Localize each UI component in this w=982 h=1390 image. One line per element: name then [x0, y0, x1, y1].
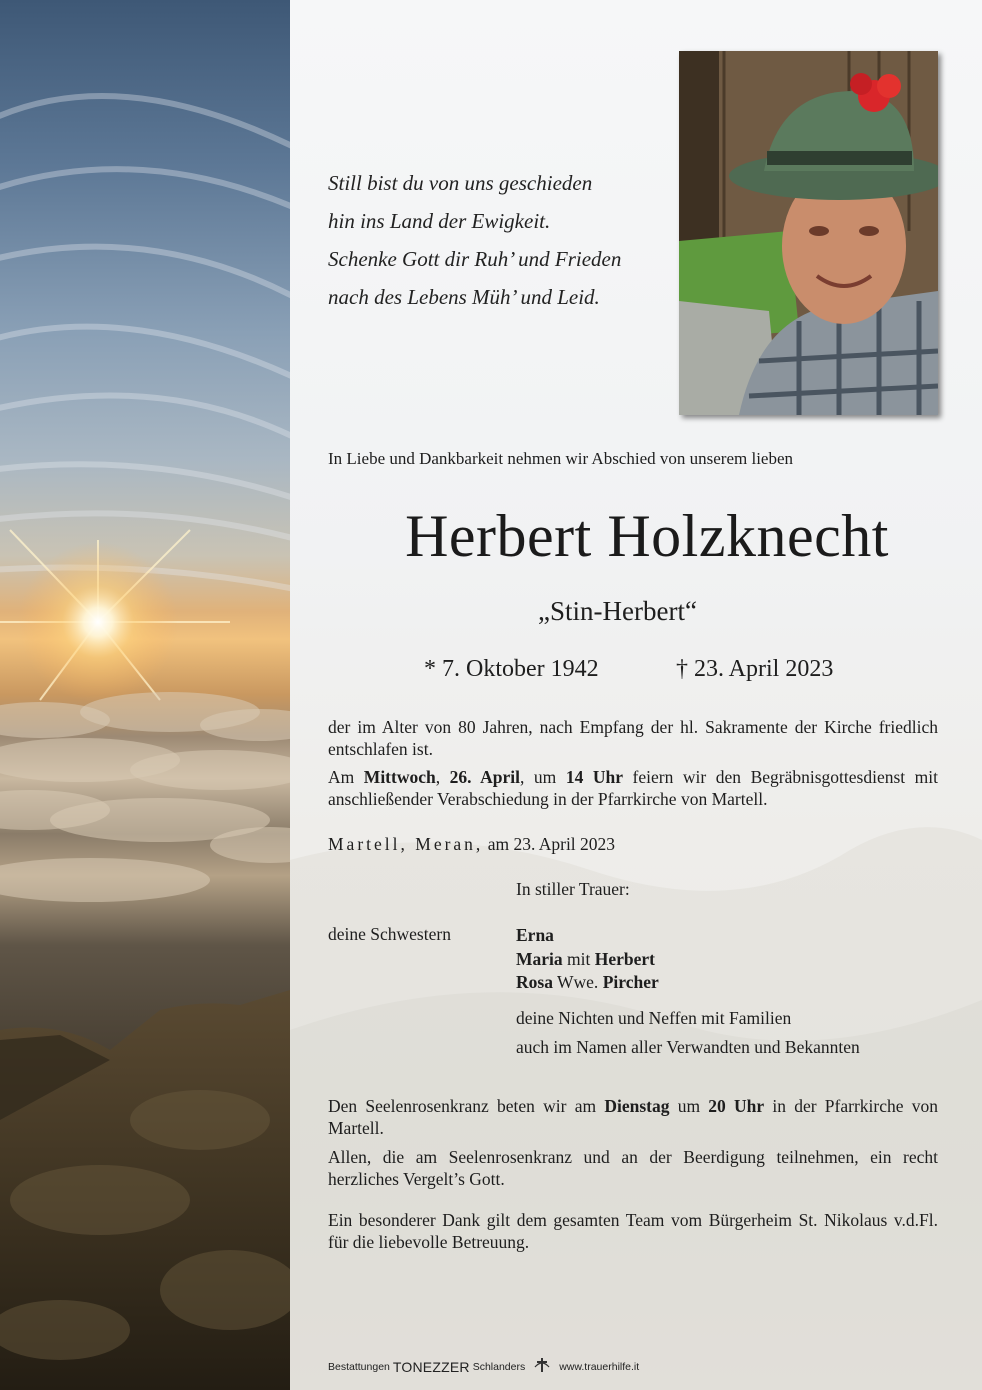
special-thanks-paragraph: Ein besonderer Dank gilt dem gesamten Team vom Bürgerheim St. Nikolaus v.d.Fl. für die liebevolle Betreuung.	[328, 1210, 938, 1252]
poem	[328, 164, 668, 316]
rosary-paragraph	[328, 1095, 938, 1139]
funeral-date: 26. April	[449, 767, 520, 787]
place-date	[328, 834, 615, 855]
footer-brand: TONEZZER	[392, 1358, 470, 1375]
text-fragment: um	[669, 1096, 709, 1116]
sisters-label: deine Schwestern	[328, 924, 451, 944]
footer-town: Schlanders	[472, 1360, 526, 1373]
text-fragment: Am	[328, 767, 364, 787]
funeral-time: 14 Uhr	[565, 767, 623, 787]
portrait-photo	[679, 51, 938, 415]
list-item	[516, 971, 659, 995]
places: Martell, Meran,	[328, 834, 484, 854]
list-item: auch im Namen aller Verwandten und Bekannten	[516, 1037, 860, 1057]
relatives	[516, 1004, 860, 1062]
rosary-day: Dienstag	[604, 1096, 670, 1116]
surname: Pircher	[602, 972, 659, 992]
text-fragment: feiern wir den Begräbnisgottesdienst mit anschließender Verabschiedung in der Pfarrkirche von Martell.	[328, 767, 939, 809]
partner-name: Herbert	[594, 948, 655, 969]
sister-name: Erna	[516, 925, 554, 945]
intro-text: In Liebe und Dankbarkeit nehmen wir Abschied von unserem lieben	[328, 449, 794, 468]
deceased-name: Herbert Holzknecht	[405, 503, 889, 569]
cross-logo-icon	[533, 1357, 551, 1376]
death-date: † 23. April 2023	[676, 656, 834, 682]
landscape-image	[0, 0, 290, 1390]
list-item	[516, 924, 659, 948]
rosary-time: 20 Uhr	[708, 1096, 765, 1116]
mourning-heading: In stiller Trauer:	[516, 879, 630, 899]
date: am 23. April 2023	[487, 834, 616, 854]
text-fragment: in der Pfarrkirche von Martell.	[328, 1096, 938, 1138]
funeral-paragraph	[328, 766, 938, 810]
sisters-list	[516, 924, 659, 995]
portrait-illustration	[679, 51, 938, 415]
announcement-paragraph: der im Alter von 80 Jahren, nach Empfang der hl. Sakramente der Kirche friedlich entschlafen ist.	[328, 717, 938, 759]
sunset-illustration	[0, 0, 290, 1390]
text-fragment: , um	[519, 767, 566, 787]
thanks-paragraph: Allen, die am Seelenrosenkranz und an der Beerdigung teilnehmen, ein recht herzliches Vergelt’s Gott.	[328, 1147, 938, 1189]
text-fragment: Wwe.	[552, 972, 603, 992]
poem-line: Still bist du von uns geschieden	[328, 171, 593, 195]
sister-name: Rosa	[516, 972, 553, 992]
sister-name: Maria	[516, 948, 563, 969]
poem-line: nach des Lebens Müh’ und Leid.	[328, 285, 600, 309]
text-fragment: mit	[562, 948, 595, 969]
deceased-nickname: „Stin-Herbert“	[538, 596, 697, 626]
footer	[328, 1357, 639, 1376]
text-fragment: ,	[435, 767, 450, 787]
poem-line: Schenke Gott dir Ruh’ und Frieden	[328, 247, 622, 271]
poem-line: hin ins Land der Ewigkeit.	[328, 209, 551, 233]
list-item	[516, 948, 659, 972]
list-item: deine Nichten und Neffen mit Familien	[516, 1008, 792, 1028]
footer-website[interactable]: www.trauerhilfe.it	[559, 1360, 640, 1373]
birth-date: * 7. Oktober 1942	[424, 656, 599, 682]
text-fragment: Den Seelenrosenkranz beten wir am	[328, 1096, 605, 1116]
footer-prefix: Bestattungen	[328, 1360, 390, 1373]
funeral-day: Mittwoch	[363, 767, 436, 787]
